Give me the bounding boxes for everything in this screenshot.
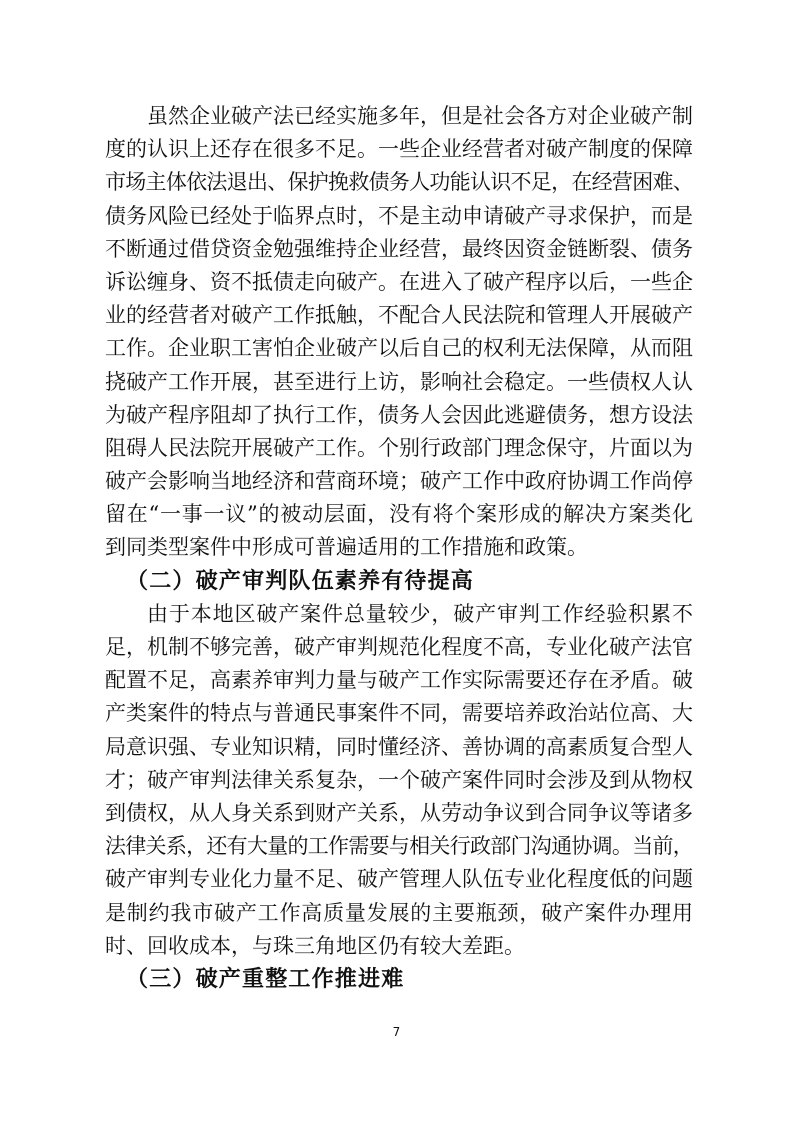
text-line: 破产会影响当地经济和营商环境；破产工作中政府协调工作尚停 <box>105 469 693 494</box>
text-line: 业的经营者对破产工作抵触，不配合人民法院和管理人开展破产 <box>105 303 693 328</box>
text-line: 局意识强、专业知识精，同时懂经济、善协调的高素质复合型人 <box>105 734 693 759</box>
text-line: 工作。企业职工害怕企业破产以后自己的权利无法保障，从而阻 <box>105 336 693 361</box>
text-line: 到债权，从人身关系到财产关系，从劳动争议到合同争议等诸多 <box>105 800 693 825</box>
text-line: 诉讼缠身、资不抵债走向破产。在进入了破产程序以后，一些企 <box>105 269 693 294</box>
page-number: 7 <box>392 1025 401 1039</box>
text-line: 市场主体依法退出、保护挽救债务人功能认识不足，在经营困难、 <box>105 170 693 195</box>
text-line: 为破产程序阻却了执行工作，债务人会因此逃避债务，想方设法 <box>105 402 693 427</box>
text-line: 产类案件的特点与普通民事案件不同，需要培养政治站位高、大 <box>105 701 693 726</box>
text-line: 是制约我市破产工作高质量发展的主要瓶颈，破产案件办理用 <box>105 900 693 925</box>
text-line: 足，机制不够完善，破产审判规范化程度不高，专业化破产法官 <box>105 635 693 659</box>
text-line: 挠破产工作开展，甚至进行上访，影响社会稳定。一些债权人认 <box>105 369 693 394</box>
section-heading: （三）破产重整工作推进难 <box>126 965 405 992</box>
text-line: 破产审判专业化力量不足、破产管理人队伍专业化程度低的问题 <box>105 867 693 892</box>
text-line: 到同类型案件中形成可普遍适用的工作措施和政策。 <box>105 535 588 560</box>
text-line: 由于本地区破产案件总量较少，破产审判工作经验积累不 <box>147 601 693 626</box>
document-body <box>105 100 693 996</box>
text-line: 才；破产审判法律关系复杂，一个破产案件同时会涉及到从物权 <box>105 767 693 792</box>
text-line: 法律关系，还有大量的工作需要与相关行政部门沟通协调。当前， <box>105 834 693 859</box>
paragraph <box>105 100 693 565</box>
text-line: 阻碍人民法院开展破产工作。个别行政部门理念保守，片面以为 <box>105 435 693 460</box>
text-line: 配置不足，高素养审判力量与破产工作实际需要还存在矛盾。破 <box>105 668 693 693</box>
text-line: 虽然企业破产法已经实施多年，但是社会各方对企业破产制 <box>147 104 693 128</box>
section-heading: （二）破产审判队伍素养有待提高 <box>126 567 475 594</box>
text-line: 债务风险已经处于临界点时，不是主动申请破产寻求保护，而是 <box>105 203 693 228</box>
text-line: 留在“一事一议”的被动层面，没有将个案形成的解决方案类化 <box>105 502 693 527</box>
paragraph <box>105 598 693 963</box>
text-line: 时、回收成本，与珠三角地区仍有较大差距。 <box>105 933 525 958</box>
text-line: 度的认识上还存在很多不足。一些企业经营者对破产制度的保障 <box>105 137 693 162</box>
text-line: 不断通过借贷资金勉强维持企业经营，最终因资金链断裂、债务 <box>105 236 693 261</box>
